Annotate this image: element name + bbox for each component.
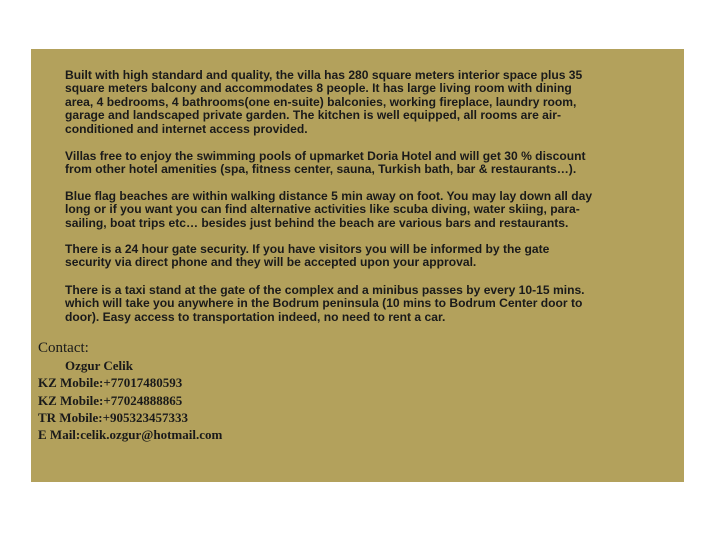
transportation-paragraph (65, 284, 677, 324)
text-line: There is a 24 hour gate security. If you have visitors you will be informed by the gate (65, 242, 550, 256)
text-line: from other hotel amenities (spa, fitness center, sauna, Turkish bath, bar & restaurants…). (65, 162, 577, 177)
text-line: square meters balcony and accommodates 8 people. It has large living room with dining (65, 81, 572, 96)
hotel-amenities-paragraph (65, 150, 677, 177)
text-line: long or if you want you can find alternative activities like scuba diving, water skiing, para- (65, 202, 580, 217)
contact-block (38, 340, 222, 443)
text-line: Villas free to enjoy the swimming pools of upmarket Doria Hotel and will get 30 % discount (65, 149, 586, 163)
villa-description-paragraph (65, 69, 677, 136)
text-line: conditioned and internet access provided. (65, 121, 308, 136)
text-line: area, 4 bedrooms, 4 bathrooms(one en-suite) balconies, working fireplace, laundry room, (65, 94, 577, 109)
contact-heading: Contact: (38, 340, 89, 356)
text-line: garage and landscaped private garden. The kitchen is well equipped, all rooms are air- (65, 108, 561, 123)
beaches-paragraph (65, 190, 677, 230)
text-line: Blue flag beaches are within walking distance 5 min away on foot. You may lay down all day (65, 189, 593, 203)
text-line: There is a taxi stand at the gate of the complex and a minibus passes by every 10-15 mins. (65, 283, 585, 297)
kz-mobile-primary: KZ Mobile:+77017480593 (38, 375, 183, 391)
text-line: Built with high standard and quality, the villa has 280 square meters interior space plus 35 (65, 68, 583, 82)
security-paragraph (65, 243, 677, 270)
text-line: sailing, boat trips etc… besides just behind the beach are various bars and restaurants. (65, 215, 569, 230)
text-line: which will take you anywhere in the Bodrum peninsula (10 mins to Bodrum Center door to (65, 296, 583, 311)
text-line: door). Easy access to transportation indeed, no need to rent a car. (65, 309, 446, 324)
email-address: E Mail:celik.ozgur@hotmail.com (38, 427, 223, 443)
contact-name: Ozgur Celik (65, 358, 134, 373)
text-line: security via direct phone and they will be accepted upon your approval. (65, 255, 477, 270)
tr-mobile: TR Mobile:+905323457333 (38, 409, 189, 425)
kz-mobile-secondary: KZ Mobile:+77024888865 (38, 392, 183, 408)
